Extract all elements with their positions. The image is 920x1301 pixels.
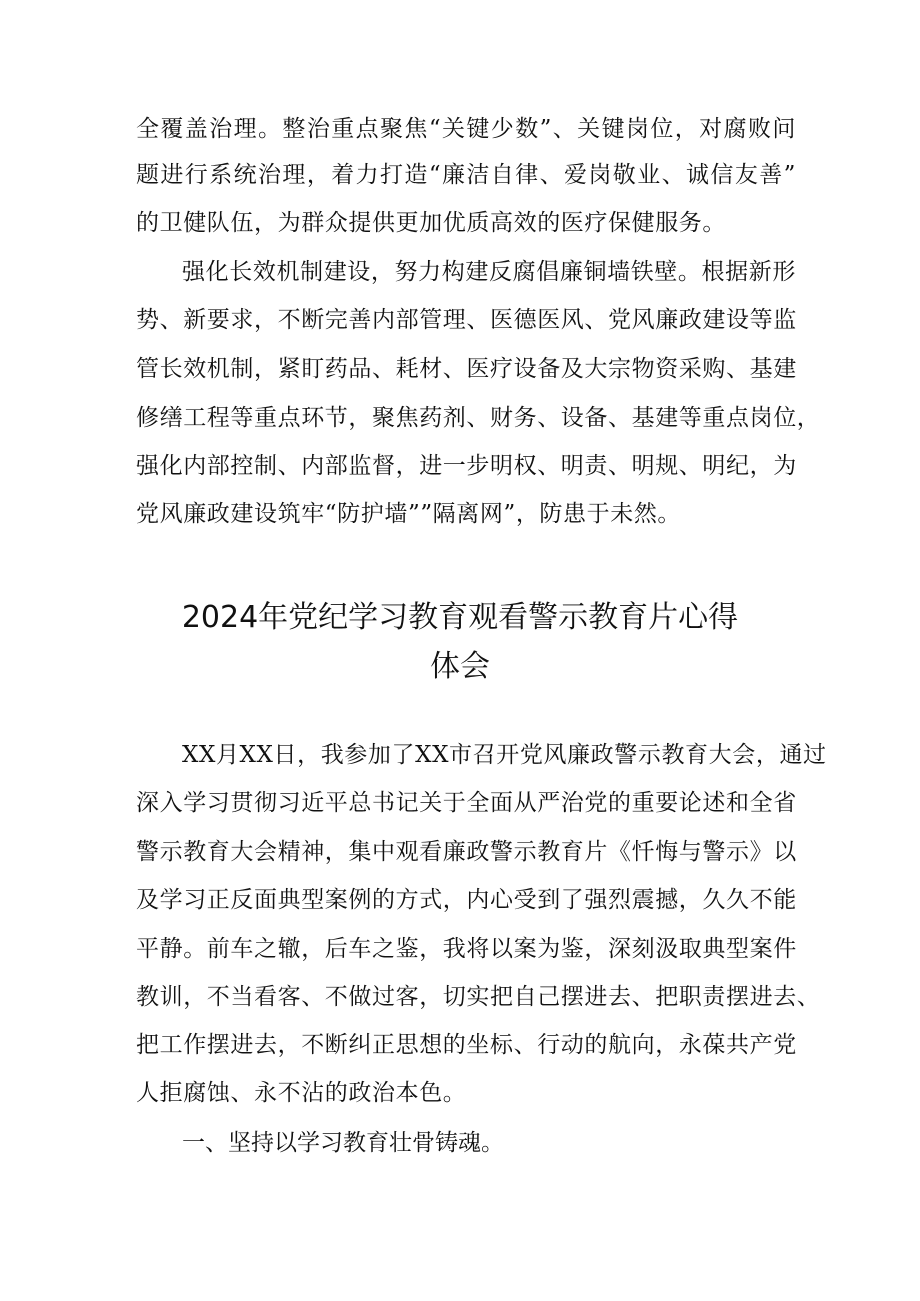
text-line: 深入学习贯彻习近平总书记关于全面从严治党的重要论述和全省 [136, 790, 797, 816]
text-line: 全覆盖治理。整治重点聚焦“关键少数”、关键岗位，对腐败问 [136, 116, 796, 142]
text-line: 及学习正反面典型案例的方式，内心受到了强烈震撼，久久不能 [136, 887, 797, 913]
text-line: 管长效机制，紧盯药品、耗材、医疗设备及大宗物资采购、基建 [136, 356, 797, 382]
text-line: 把工作摆进去，不断纠正思想的坐标、行动的航向，永葆共产党 [136, 1032, 797, 1058]
text-line: 修缮工程等重点环节，聚焦药剂、财务、设备、基建等重点岗位， [136, 405, 821, 431]
text-line: 势、新要求，不断完善内部管理、医德医风、党风廉政建设等监 [136, 307, 797, 333]
text-line: 平静。前车之辙，后车之鉴，我将以案为鉴，深刻汲取典型案件 [136, 936, 797, 962]
text-line: 题进行系统治理，着力打造“廉洁自律、爱岗敬业、诚信友善” [136, 162, 796, 188]
title-line: 体会 [430, 649, 490, 684]
text-line: 党风廉政建设筑牢“防护墙””隔离网”，防患于未然。 [136, 501, 682, 527]
text-line: 人拒腐蚀、永不沾的政治本色。 [136, 1080, 467, 1106]
section-heading: 一、坚持以学习教育壮骨铸魂。 [182, 1130, 504, 1156]
text-line: 警示教育大会精神，集中观看廉政警示教育片《忏悔与警示》以 [136, 839, 797, 865]
text-line: 强化长效机制建设，努力构建反腐倡廉铜墙铁壁。根据新形 [182, 259, 796, 285]
text-line: 教训，不当看客、不做过客，切实把自己摆进去、把职责摆进去、 [136, 984, 821, 1010]
title-line: 2024年党纪学习教育观看警示教育片心得 [181, 600, 739, 635]
text-line: XX月XX日，我参加了XX市召开党风廉政警示教育大会，通过 [182, 742, 827, 768]
text-line: 的卫健队伍，为群众提供更加优质高效的医疗保健服务。 [136, 210, 726, 236]
text-line: 强化内部控制、内部监督，进一步明权、明责、明规、明纪，为 [136, 453, 797, 479]
